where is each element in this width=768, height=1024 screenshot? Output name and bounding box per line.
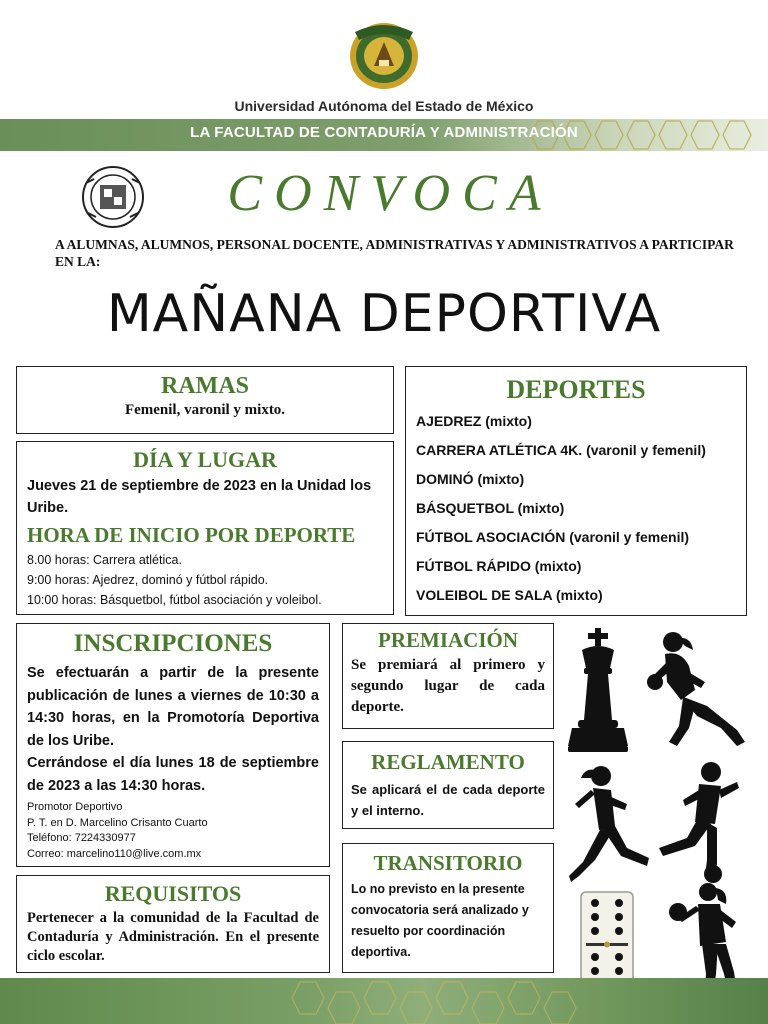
faculty-seal-icon [80, 165, 146, 229]
intro-text: A ALUMNAS, ALUMNOS, PERSONAL DOCENTE, ADMINISTRATIVAS Y ADMINISTRATIVOS A PARTICIPAR EN LA: [55, 237, 734, 269]
contact-email: Correo: marcelino110@live.com.mx [27, 847, 202, 860]
transitorio-text: Lo no previsto en la presente convocatoria será analizado y resuelto por coordinación deportiva. [351, 882, 529, 959]
hexagon-pattern-icon [0, 978, 768, 1024]
deportes-box [405, 366, 747, 616]
dia-lugar-title: DÍA Y LUGAR [133, 447, 277, 472]
premiacion-title: PREMIACIÓN [378, 628, 518, 652]
schedule-item: 9:00 horas: Ajedrez, dominó y fútbol rápido. [27, 573, 269, 587]
footer-band [0, 978, 768, 1024]
faculty-banner-text: LA FACULTAD DE CONTADURÍA Y ADMINISTRACIÓN [190, 124, 578, 141]
contact-role: Promotor Deportivo [27, 801, 123, 813]
deportes-list [416, 407, 736, 610]
sport-item: CARRERA ATLÉTICA 4K. (varonil y femenil) [416, 442, 706, 458]
requisitos-text: Pertenecer a la comunidad de la Facultad de Contaduría y Administración. En el presente ciclo escolar. [27, 910, 319, 964]
reglamento-text: Se aplicará el de cada deporte y el interno. [351, 782, 545, 818]
dia-lugar-text: Jueves 21 de septiembre de 2023 en la Unidad los Uribe. [27, 478, 372, 516]
inscripciones-text: Se efectuarán a partir de la presente publicación de lunes a viernes de 10:30 a 14:30 horas, en la Promotoría Deportiva de los Uribe. [27, 665, 319, 749]
schedule-item: 8.00 horas: Carrera atlética. [27, 553, 182, 567]
sport-item: AJEDREZ (mixto) [416, 413, 532, 429]
sport-item: VOLEIBOL DE SALA (mixto) [416, 587, 603, 603]
convoca-title: CONVOCA [227, 165, 553, 222]
inscripciones-box [16, 623, 330, 867]
sport-item: FÚTBOL RÁPIDO (mixto) [416, 558, 582, 574]
premiacion-box [342, 623, 554, 729]
requisitos-box [16, 875, 330, 973]
contact-name: P. T. en D. Marcelino Crisanto Cuarto [27, 816, 208, 829]
schedule-item: 10:00 horas: Básquetbol, fútbol asociación y voleibol. [27, 593, 322, 607]
ramas-text: Femenil, varonil y mixto. [124, 402, 286, 418]
deportes-title: DEPORTES [506, 375, 646, 404]
premiacion-text: Se premiará al primero y segundo lugar de cada deporte. [351, 657, 545, 715]
faculty-banner [0, 119, 768, 151]
runner-icon [565, 764, 653, 888]
university-crest-icon [347, 20, 421, 92]
basketball-player-icon [645, 630, 749, 750]
reglamento-title: REGLAMENTO [371, 750, 525, 774]
sport-item: BÁSQUETBOL (mixto) [416, 500, 565, 516]
inscripciones-title: INSCRIPCIONES [73, 630, 273, 657]
ramas-box [16, 366, 394, 434]
soccer-player-icon [655, 760, 747, 884]
sport-item: DOMINÓ (mixto) [416, 471, 525, 487]
contact-phone: Teléfono: 7224330977 [27, 832, 136, 844]
contact-info [27, 800, 319, 862]
ramas-title: RAMAS [161, 373, 249, 399]
inscripciones-deadline: Cerrándose el día lunes 18 de septiembre de 2023 a las 14:30 horas. [27, 755, 319, 794]
transitorio-box [342, 843, 554, 973]
university-name: Universidad Autónoma del Estado de México [234, 98, 534, 114]
chess-king-icon [566, 628, 630, 754]
transitorio-title: TRANSITORIO [373, 851, 523, 875]
event-title: MAÑANA DEPORTIVA [106, 284, 662, 344]
schedule-title: HORA DE INICIO POR DEPORTE [27, 523, 356, 547]
requisitos-title: REQUISITOS [104, 881, 242, 906]
dia-lugar-box [16, 441, 394, 615]
sport-item: FÚTBOL ASOCIACIÓN (varonil y femenil) [416, 529, 690, 545]
schedule-list [27, 550, 383, 610]
reglamento-box [342, 741, 554, 829]
